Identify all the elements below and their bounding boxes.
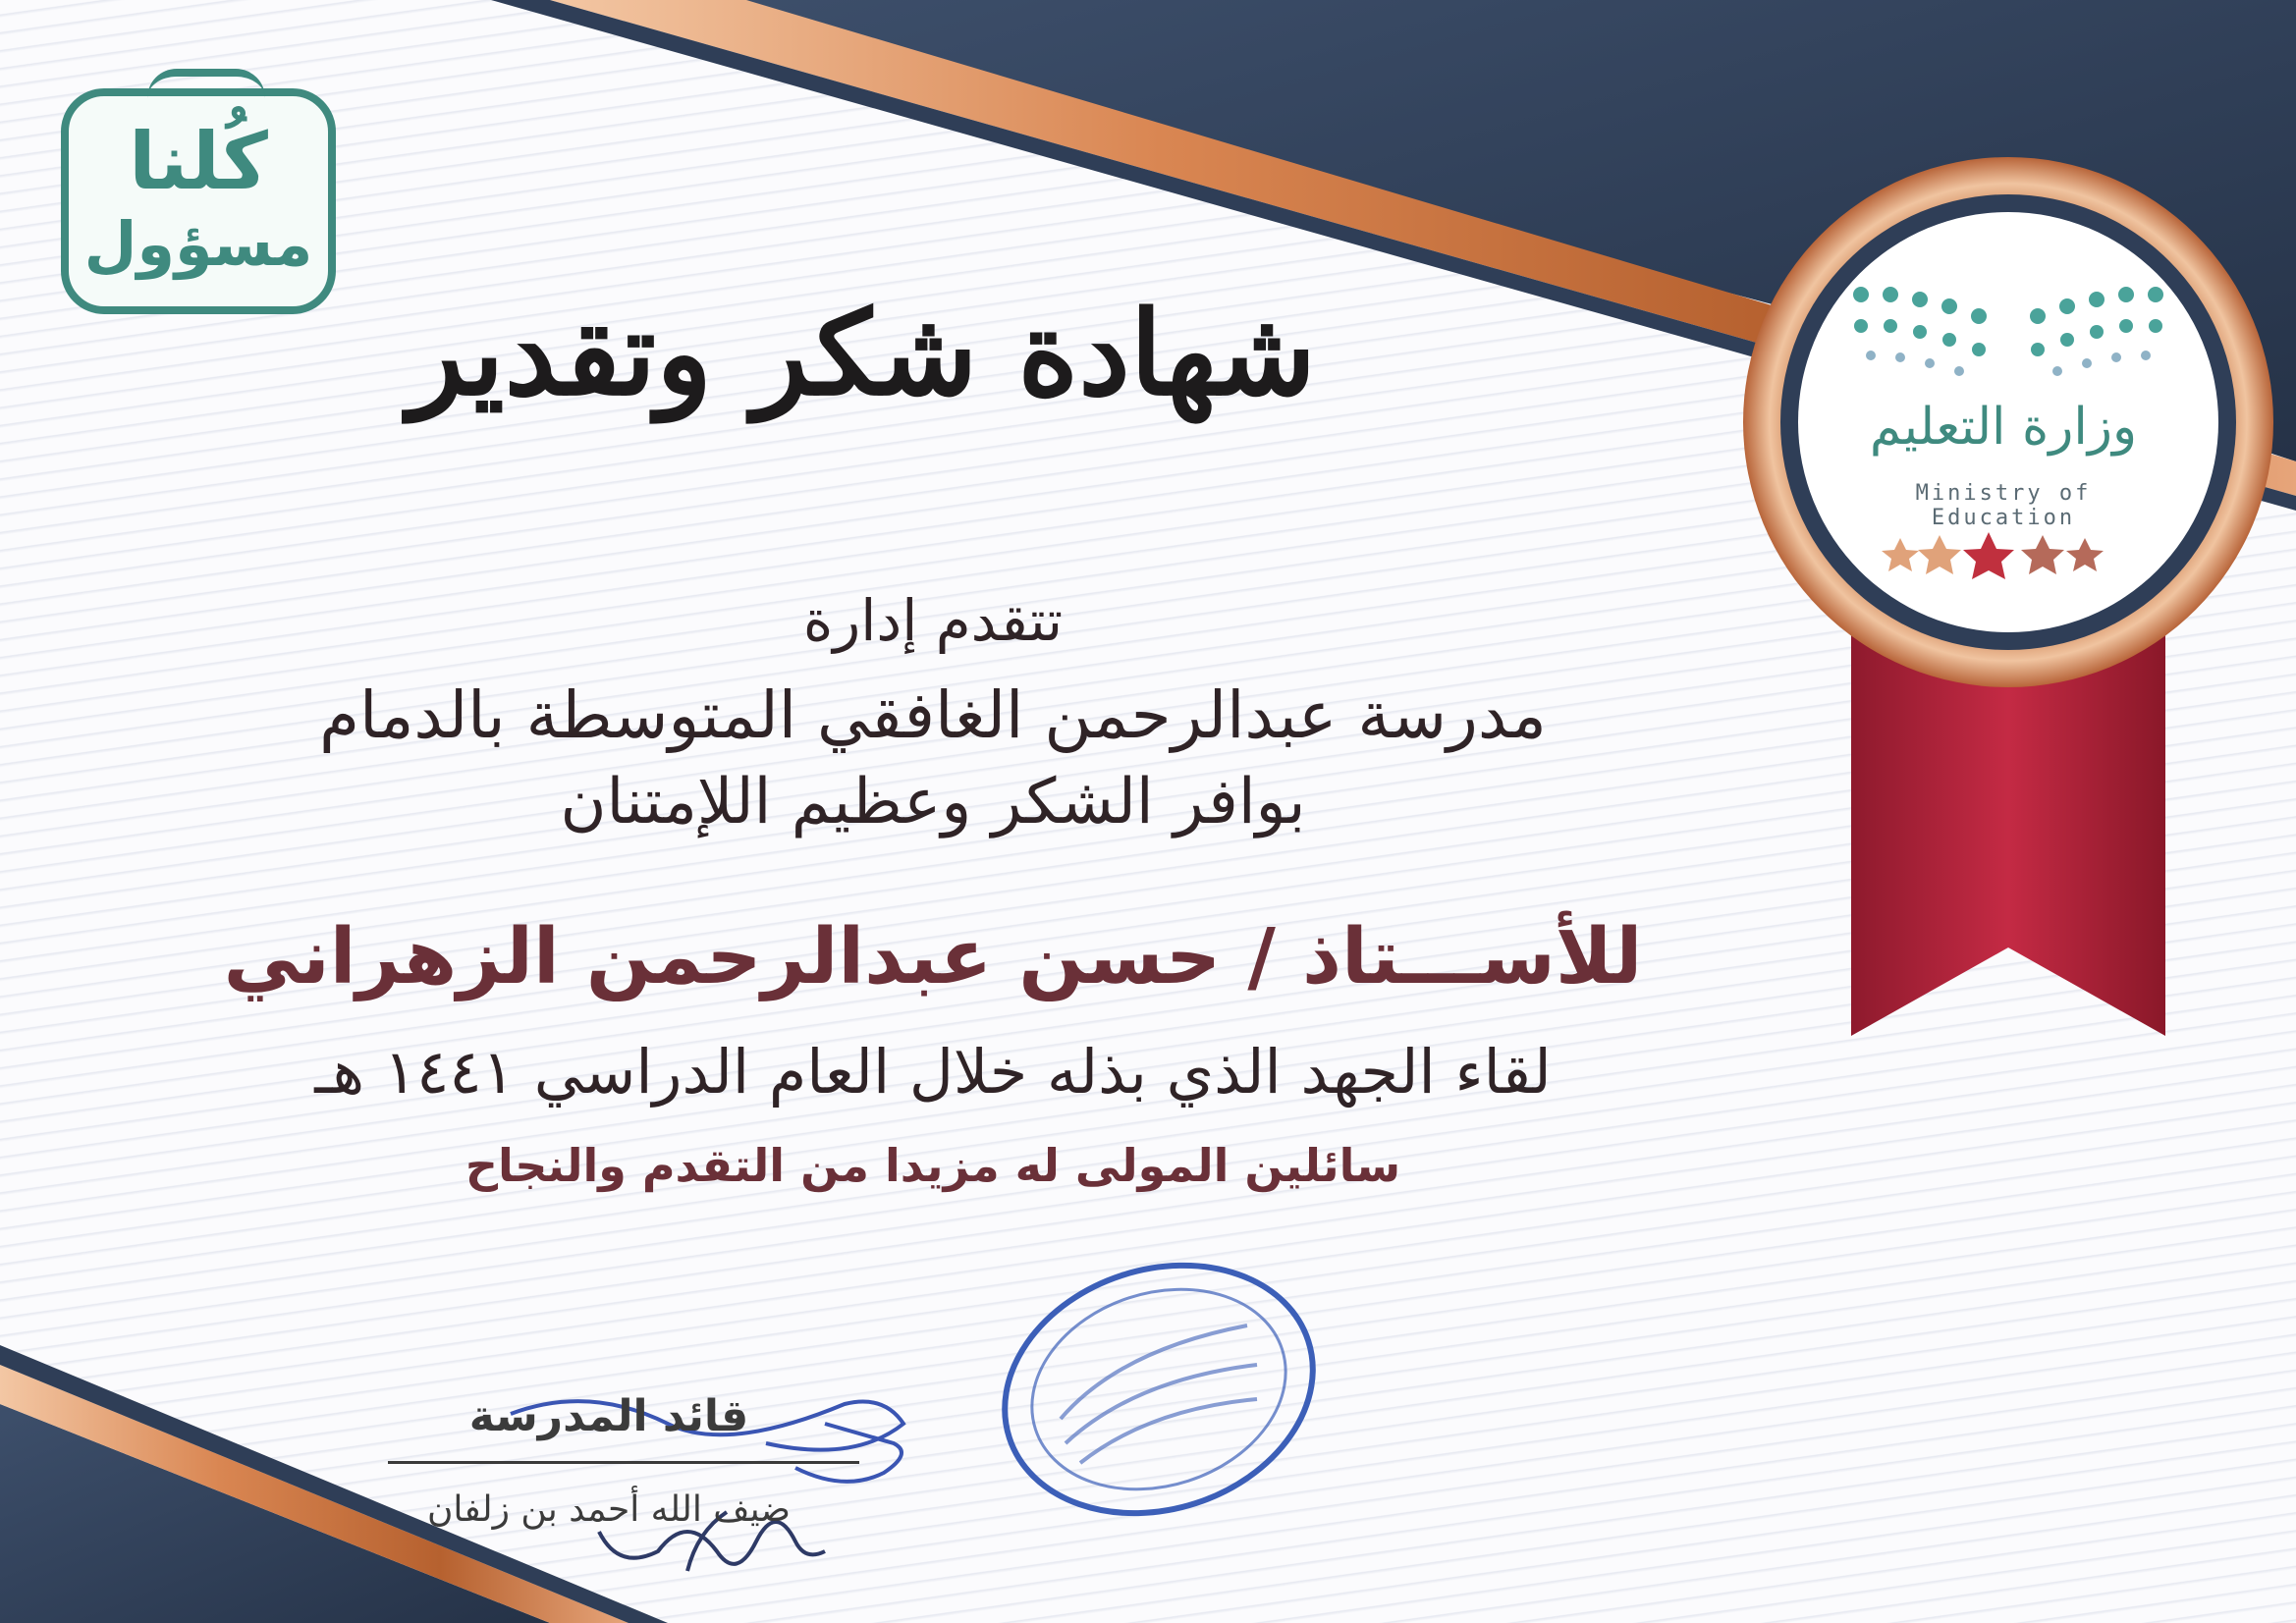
seal-ribbon <box>1851 628 2165 1036</box>
badge-line-2: مسؤول <box>83 208 313 280</box>
badge-tab-icon <box>147 69 265 98</box>
ministry-name-english: Ministry of Education <box>1915 481 2092 530</box>
ministry-name-arabic: وزارة التعليم <box>1869 398 2138 457</box>
badge-line-1: كُلنا <box>129 116 268 207</box>
signatory-name: ضيف الله أحمد بن زلفان <box>426 1489 792 1530</box>
certificate-intro: تتقدم إدارة <box>802 587 1064 654</box>
wish-line: سائلين المولى له مزيدا من التقدم والنجاح <box>465 1139 1401 1192</box>
certificate-title: شهادة شكر وتقدير <box>408 285 1316 421</box>
recipient-name: للأســـتاذ / حسن عبدالرحمن الزهراني <box>223 913 1643 1001</box>
thanks-line: بوافر الشكر وعظيم اللإمتنان <box>560 766 1306 839</box>
signature-rule <box>388 1461 859 1464</box>
effort-line: لقاء الجهد الذي بذله خلال العام الدراسي ١٤٤١ هـ <box>314 1036 1552 1108</box>
bottom-left-band <box>0 1345 668 1623</box>
signatory-title: قائد المدرسة <box>468 1391 749 1441</box>
official-stamp <box>972 1227 1345 1552</box>
school-name: مدرسة عبدالرحمن الغافقي المتوسطة بالدمام <box>319 677 1547 753</box>
